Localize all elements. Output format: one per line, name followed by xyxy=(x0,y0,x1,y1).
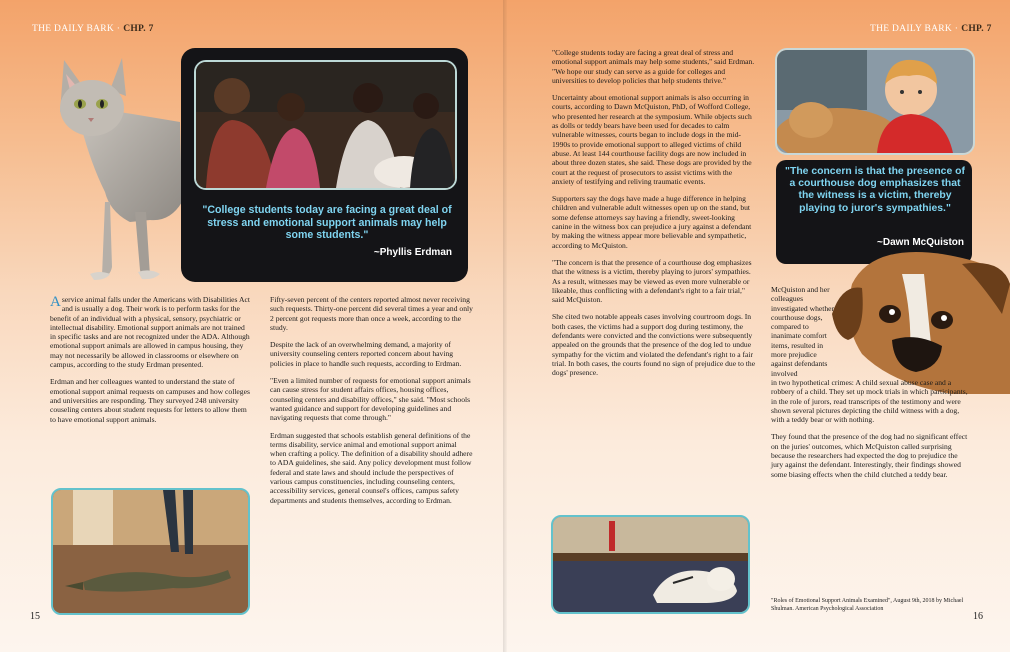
header-chapter: CHP. 7 xyxy=(961,24,992,34)
header-chapter: CHP. 7 xyxy=(123,24,154,34)
body-paragraph: Supporters say the dogs have made a huge difference in helping children and vulnerable adult witnesses open up on the stand, but some defense attorneys say having a friendly, sweet-looking canine in the witness box can prejudice a jury against a defendant by making the witness appear more believable and sympathetic, according to McQuiston. xyxy=(552,194,752,250)
header-magazine: THE DAILY BARK · xyxy=(870,24,959,34)
courtroom-dog-photo xyxy=(551,515,750,614)
body-paragraph: McQuiston and her colleagues investigated whether courthouse dogs, compared to inanimate comfort items, resulted in more prejudice against defendants involved xyxy=(771,285,835,378)
left-column-2 xyxy=(270,295,475,513)
right-running-header xyxy=(870,24,992,34)
left-running-header xyxy=(32,24,154,34)
body-paragraph: She cited two notable appeals cases involving courtroom dogs. In both cases, the victims had a support dog during testimony, the defendants were convicted and the convictions were subsequently appealed on the grounds that the presence of the dog led to undue sympathy for the victim and violated the defendant's right to a fair trial. In both cases, the courts found no sign of prejudice due to the dogs' presence. xyxy=(552,312,756,378)
pull-quote-author: ~Phyllis Erdman xyxy=(373,247,452,258)
child-with-dog-photo xyxy=(775,48,975,155)
pull-quote-text: "College students today are facing a great deal of stress and emotional support animals may help some students." xyxy=(202,204,452,242)
body-paragraph: They found that the presence of the dog had no significant effect on the juries' outcomes, which McQuiston called surprising because the researchers had expected the dog to prejudice the jury against the defendant. Interestingly, their findings showed some biasing effects when the child clutched a teddy bear. xyxy=(771,432,968,479)
right-page-number: 16 xyxy=(973,611,983,622)
drop-cap: A xyxy=(50,294,61,310)
pull-quote-box xyxy=(181,48,468,282)
body-paragraph: "College students today are facing a great deal of stress and emotional support animals may help some students," said Erdman. "We hope our study can serve as a guide for colleges and universities to develop policies that help students thrive." xyxy=(552,48,755,85)
body-paragraph: "Even a limited number of requests for emotional support animals can cause stress for student affairs offices, housing offices, counseling centers and disability offices," she said. "Most schools wanted guidance and support for developing guidelines and navigating requests that come through." xyxy=(270,376,471,423)
students-with-dog-photo xyxy=(194,60,457,190)
body-paragraph: Aservice animal falls under the Americans with Disabilities Act and is usually a dog. Their work is to perform tasks for the benefit of an individual with a physical, sensory, psychiatric or intellectual disability. Emotional support animals are not trained in specific tasks and are not recognized under the ADA. Although emotional support animals are allowed in campus housing, they may not necessarily be allowed in classrooms or elsewhere on campus, according to the study Erdman presented. xyxy=(50,294,250,370)
right-column-3 xyxy=(552,48,756,386)
body-paragraph: "The concern is that the presence of a courthouse dog emphasizes that the witness is a victim, thereby playing to jurors' sympathies. As a result, witnesses may be viewed as even more vulnerable or likeable, thus conflicting with a defendant's right to a fair trial," said McQuiston. xyxy=(552,257,752,305)
left-page-number: 15 xyxy=(30,611,40,622)
body-paragraph: in two hypothetical crimes: A child sexual abuse case and a robbery of a child. They set up mock trials in which participants, in the role of jurors, read transcripts of the testimony and were shown several pictures depicting the child witness with a dog, with a teddy bear or with nothing. xyxy=(771,377,968,425)
source-citation: "Roles of Emotional Support Animals Examined", August 9th, 2018 by Michael Shulman. American Psychological Association xyxy=(771,598,964,612)
header-magazine: THE DAILY BARK · xyxy=(32,24,121,34)
pull-quote-author: ~Dawn McQuiston xyxy=(877,237,964,248)
body-paragraph: Fifty-seven percent of the centers reported almost never receiving such requests. Thirty-one percent did several times a year and only 2 percent got requests more than once a week, according to the study. xyxy=(270,295,473,332)
body-paragraph: Erdman and her colleagues wanted to understand the state of emotional support animal requests on campuses and how colleges and universities are responding. They surveyed 248 university couseling centers about student requests for letters to allow them to have emotional support animals. xyxy=(50,377,250,424)
left-column-1 xyxy=(50,295,252,432)
right-column-4 xyxy=(771,285,971,487)
alligator-photo xyxy=(51,488,250,615)
body-paragraph: Uncertainty about emotional support animals is also occurring in courts, according to Dawn McQuiston, PhD, of Wofford College, who presented her research at the symposium. While objects such as dolls or teddy bears have been used for decades to calm vulnerable witnesses, courts began to include dogs in the mid-1990s to provide emotional support to alleged victims of child abuse. At least 144 courthouse facility dogs are now included in about three dozen states, she said. These dogs are provided by the court at the request of prosecutors to assist victims with the anxiety of testifying and reliving traumatic events. xyxy=(552,93,752,186)
pull-quote-text: "The concern is that the presence of a courthouse dog emphasizes that the witness is a victim, thereby playing to juror's sympathies." xyxy=(785,166,965,214)
body-paragraph: Despite the lack of an overwhelming demand, a majority of university counseling centers reported concern about having policies in place to handle such requests, according to Erdman. xyxy=(270,340,462,368)
body-paragraph: Erdman suggested that schools establish general definitions of the terms disability, service animal and emotional support animal when crafting a policy. The definition of a disability should adhere to ADA guidelines, she said. Any policy development must follow federal and state laws and should include the perspectives of various campus constituencies, including counseling centers, accessibility services, general counsel's offices, campus safety departments and students themselves, according to Erdman. xyxy=(270,430,473,505)
page-gutter xyxy=(503,0,507,652)
cat-illustration xyxy=(50,52,190,284)
